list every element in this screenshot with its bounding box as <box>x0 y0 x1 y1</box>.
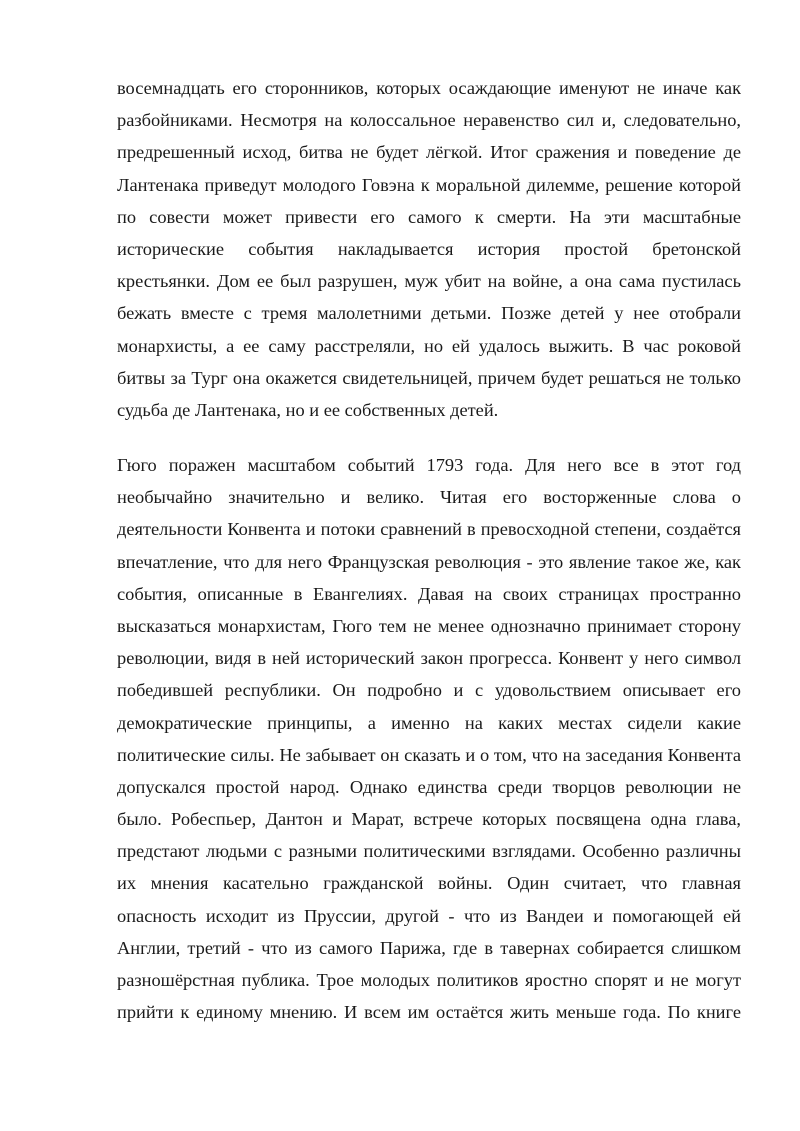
text-line: по совести может привести его самого к смерти. На эти масштабные <box>117 206 741 227</box>
text-line: революции, видя в ней исторический закон прогресса. Конвент у него символ <box>117 648 741 669</box>
text-line: прийти к единому мнению. И всем им остаётся жить меньше года. По книге <box>117 1002 741 1023</box>
text-line: предрешенный исход, битва не будет лёгкой. Итог сражения и поведение де <box>117 142 741 163</box>
text-line: опасность исходит из Пруссии, другой - что из Вандеи и помогающей ей <box>117 905 741 926</box>
text-line: разношёрстная публика. Трое молодых политиков яростно спорят и не могут <box>117 970 741 990</box>
text-line: политические силы. Не забывает он сказать и о том, что на заседания Конвента <box>117 744 741 765</box>
text-line: монархисты, а ее саму расстреляли, но ей удалось выжить. В час роковой <box>117 335 741 356</box>
text-line: предстают людьми с разными политическими взглядами. Особенно различны <box>117 841 741 862</box>
text-line: восемнадцать его сторонников, которых осаждающие именуют не иначе как <box>117 78 741 98</box>
text-line: разбойниками. Несмотря на колоссальное неравенство сил и, следовательно, <box>117 110 741 131</box>
text-line: деятельности Конвента и потоки сравнений в превосходной степени, создаётся <box>117 519 741 540</box>
text-line: крестьянки. Дом ее был разрушен, муж убит на войне, а она сама пустилась <box>117 271 741 292</box>
text-line: события, описанные в Евангелиях. Давая на своих страницах пространно <box>117 583 741 604</box>
text-line: было. Робеспьер, Дантон и Марат, встрече которых посвящена одна глава, <box>117 809 741 830</box>
text-line: их мнения касательно гражданской войны. Один считает, что главная <box>117 873 741 894</box>
text-line: демократические принципы, а именно на каких местах сидели какие <box>117 712 741 733</box>
paragraph-1 <box>117 72 741 426</box>
text-line: битвы за Тург она окажется свидетельницей, причем будет решаться не только <box>117 367 741 388</box>
text-line: судьба де Лантенака, но и ее собственных детей. <box>117 399 499 420</box>
text-line: необычайно значительно и велико. Читая его восторженные слова о <box>117 487 741 508</box>
text-line: Гюго поражен масштабом событий 1793 года. Для него все в этот год <box>117 455 741 475</box>
text-line: допускался простой народ. Однако единства среди творцов революции не <box>117 776 741 797</box>
text-line: Лантенака приведут молодого Говэна к моральной дилемме, решение которой <box>117 174 741 195</box>
text-line: впечатление, что для него Французская революция - это явление такое же, как <box>117 551 741 572</box>
paragraph-2 <box>117 449 741 1028</box>
text-line: исторические события накладывается история простой бретонской <box>117 238 741 259</box>
text-line: бежать вместе с тремя малолетними детьми. Позже детей у нее отобрали <box>117 303 741 324</box>
text-line: высказаться монархистам, Гюго тем не менее однозначно принимает сторону <box>117 615 741 636</box>
text-line: Англии, третий - что из самого Парижа, где в тавернах собирается слишком <box>117 937 741 958</box>
text-line: победившей республики. Он подробно и с удовольствием описывает его <box>117 680 741 701</box>
